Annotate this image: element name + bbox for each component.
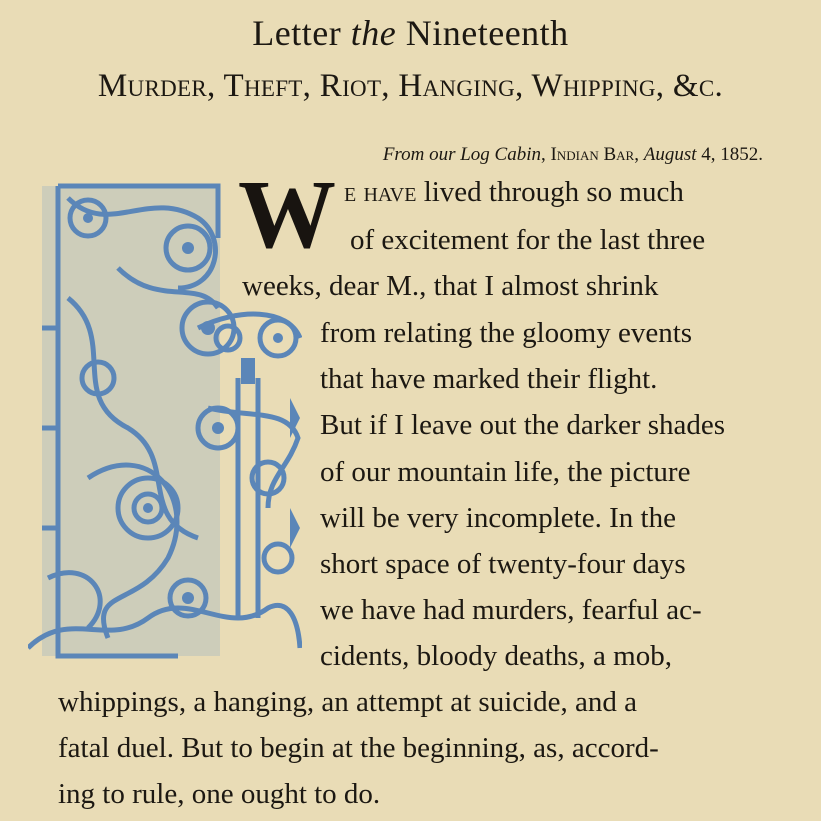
dateline-from: From our Log Cabin	[382, 144, 542, 165]
dateline-month: August	[643, 144, 697, 165]
body-line-2: of excitement for the last three	[350, 224, 706, 256]
body-line-11: cidents, bloody deaths, a mob,	[320, 640, 672, 672]
title-part1: Letter	[252, 13, 351, 53]
body-line-1	[344, 178, 684, 207]
body-line-4: from relating the gloomy events	[320, 317, 693, 349]
line1-rest: lived through so much	[416, 176, 684, 208]
body-line-3: weeks, dear M., that I almost shrink	[242, 270, 659, 302]
title-italic: the	[350, 13, 397, 53]
title-part2: Nineteenth	[396, 13, 569, 53]
chapter-subtitle: Murder, Theft, Riot, Hanging, Whipping, &c.	[97, 68, 724, 104]
dateline-rest: 4, 1852.	[696, 144, 763, 165]
drop-cap: W	[238, 161, 336, 269]
dateline-place: , Indian Bar,	[541, 144, 644, 165]
body-line-6: But if I leave out the darker shades	[320, 409, 726, 441]
body-line-5: that have marked their flight.	[320, 363, 658, 395]
body-line-7: of our mountain life, the picture	[320, 456, 691, 488]
body-line-14: ing to rule, one ought to do.	[58, 778, 381, 810]
body-line-10: we have had murders, fearful ac-	[320, 594, 702, 626]
body-line-13: fatal duel. But to begin at the beginning, as, accord-	[58, 732, 659, 764]
chapter-title	[0, 12, 821, 54]
dateline	[383, 144, 763, 166]
body-line-9: short space of twenty-four days	[320, 548, 686, 580]
body-line-8: will be very incomplete. In the	[320, 502, 676, 534]
body-line-12: whippings, a hanging, an attempt at suicide, and a	[58, 686, 638, 718]
opening-small-caps: e have	[344, 176, 417, 208]
